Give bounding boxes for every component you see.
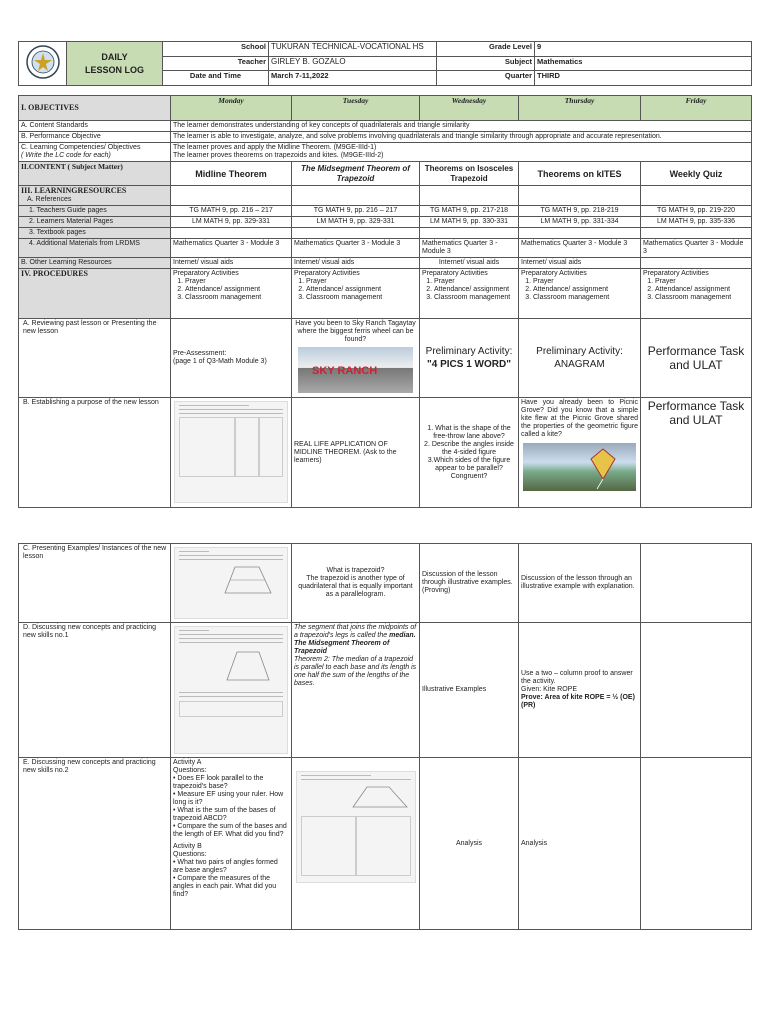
prep-title: Preparatory Activities	[422, 270, 488, 277]
references-label: A. References	[27, 196, 72, 203]
logo-cell	[19, 42, 67, 86]
quarter-label: Quarter	[437, 71, 535, 86]
proof-worksheet-thumbnail	[296, 771, 416, 883]
median-term: median.	[389, 632, 416, 639]
day-tuesday: Tuesday	[292, 96, 420, 121]
resource-cell: LM MATH 9, pp. 335-336	[641, 217, 752, 228]
section-d-wednesday: Illustrative Examples	[420, 623, 519, 758]
activity-a-questions: Questions:	[173, 767, 207, 774]
school-value: TUKURAN TECHNICAL-VOCATIONAL HS	[269, 42, 437, 57]
other-resource-cell: Internet/ visual aids	[420, 258, 519, 269]
content-standards-text: The learner demonstrates understanding of key concepts of quadrilaterals and triangle similarity	[171, 121, 752, 132]
other-resource-cell: Internet/ visual aids	[519, 258, 641, 269]
theorem-2-text: Theorem 2: The median of a trapezoid is parallel to each base and its length is one half the sum of the lengths of the bases.	[294, 656, 417, 687]
lesson-table-page2	[18, 543, 751, 930]
section-e-wednesday: Analysis	[420, 758, 519, 930]
date-value: March 7-11,2022	[269, 71, 437, 86]
section-b-wednesday: 1. What is the shape of the free-throw lane above? 2. Describe the angles inside the 4-sided figure 3.Which sides of the figure appear to be parallel? Congruent?	[420, 398, 519, 508]
section-b-friday: Performance Task and ULAT	[641, 398, 752, 508]
resource-cell: LM MATH 9, pp. 329-331	[171, 217, 292, 228]
resource-cell: TG MATH 9, pp. 218-219	[519, 206, 641, 217]
activity-b-item: • What two pairs of angles formed are base angles?	[173, 859, 278, 874]
resource-cell: Mathematics Quarter 3 - Module 3	[641, 239, 752, 258]
prep-wednesday	[420, 269, 519, 319]
prelim-activity-label: Preliminary Activity:	[536, 346, 623, 357]
topic-monday: Midline Theorem	[171, 162, 292, 186]
activity-thumbnail	[174, 626, 288, 754]
midsegment-theorem-title: The Midsegment Theorem of Trapezoid	[294, 640, 390, 655]
section-a-thursday	[519, 319, 641, 398]
competency-2: The learner proves theorems on trapezoids and kites. (M9GE-IIId-2)	[173, 152, 384, 159]
prep-item: 1. Prayer	[185, 278, 289, 286]
section-d-monday	[171, 623, 292, 758]
competencies-label	[19, 143, 171, 162]
performance-objective-label: B. Performance Objective	[19, 132, 171, 143]
kite-photo	[523, 443, 636, 491]
resource-cell: TG MATH 9, pp. 219-220	[641, 206, 752, 217]
resource-cell: LM MATH 9, pp. 330-331	[420, 217, 519, 228]
topic-friday: Weekly Quiz	[641, 162, 752, 186]
prep-item: 1. Prayer	[434, 278, 516, 286]
resource-cell: TG MATH 9, pp. 216 – 217	[292, 206, 420, 217]
section-d-thursday	[519, 623, 641, 758]
resources-title: III. LEARNINGRESOURCES	[21, 186, 127, 195]
dll-title	[67, 42, 163, 86]
section-c-monday	[171, 544, 292, 623]
midsegment-definition: The segment that joins the midpoints of a trapezoid's legs is called the	[294, 624, 417, 639]
date-label: Date and Time	[163, 71, 269, 86]
section-d-label: D. Discussing new concepts and practicing new skills no.1	[19, 623, 171, 758]
other-resources-label: B. Other Learning Resources	[19, 258, 171, 269]
section-e-label: E. Discussing new concepts and practicing new skills no.2	[19, 758, 171, 930]
resource-cell: Mathematics Quarter 3 - Module 3	[171, 239, 292, 258]
sky-ranch-sign: SKY RANCH	[312, 365, 378, 377]
deped-seal-icon	[25, 44, 61, 80]
kite-prove: Prove: Area of kite ROPE = ½ (OE)(PR)	[521, 694, 635, 709]
trapezoid-figure-icon	[297, 783, 413, 811]
dll-title-line2: LESSON LOG	[84, 64, 144, 75]
prep-item: 2. Attendance/ assignment	[655, 286, 749, 294]
prep-item: 3. Classroom management	[434, 294, 516, 302]
performance-objective-text: The learner is able to investigate, analyze, and solve problems involving quadrilaterals and triangle similarity through appropriate and accurate representation.	[171, 132, 752, 143]
content-label: II.CONTENT ( Subject Matter)	[19, 162, 171, 186]
section-d-tuesday	[292, 623, 420, 758]
section-b-label: B. Establishing a purpose of the new lesson	[19, 398, 171, 508]
teacher-value: GIRLEY B. GOZALO	[269, 57, 437, 71]
trapezoid-figure-icon	[175, 646, 275, 686]
section-c-tuesday: What is trapezoid? The trapezoid is another type of quadrilateral that is equally important as a parallelogram.	[292, 544, 420, 623]
activity-a-item: • Does EF look parallel to the trapezoid's base?	[173, 775, 264, 790]
resource-cell: TG MATH 9, pp. 217-218	[420, 206, 519, 217]
topic-tuesday: The Midsegment Theorem of Trapezoid	[292, 162, 420, 186]
section-e-tuesday	[292, 758, 420, 930]
prelim-activity-label: Preliminary Activity:	[425, 346, 513, 357]
section-a-monday: Pre-Assessment: (page 1 of Q3-Math Module 3)	[171, 319, 292, 398]
competencies-label-main: C. Learning Competencies/ Objectives	[21, 144, 141, 151]
content-standards-label: A. Content Standards	[19, 121, 171, 132]
section-e-thursday: Analysis	[519, 758, 641, 930]
header-block	[18, 41, 751, 86]
topic-thursday: Theorems on kITES	[519, 162, 641, 186]
section-b-thursday-text: Have you already been to Picnic Grove? Did you know that a simple kite flew at the Picnic Grove shared the properties of the geometric figure called a kite?	[521, 399, 638, 438]
subject-label: Subject	[437, 57, 535, 71]
kite-icon	[523, 443, 635, 491]
prep-title: Preparatory Activities	[173, 270, 239, 277]
section-a-friday: Performance Task and ULAT	[641, 319, 752, 398]
activity-b-title: Activity B	[173, 843, 202, 850]
activity-a-item: • What is the sum of the bases of trapezoid ABCD?	[173, 807, 276, 822]
section-c-thursday: Discussion of the lesson through an illustrative example with explanation.	[519, 544, 641, 623]
resource-row-label-3: 3. Textbook pages	[19, 228, 171, 239]
resource-cell: LM MATH 9, pp. 331-334	[519, 217, 641, 228]
prep-item: 3. Classroom management	[655, 294, 749, 302]
resource-cell: Mathematics Quarter 3 - Module 3	[519, 239, 641, 258]
resource-cell: LM MATH 9, pp. 329-331	[292, 217, 420, 228]
competency-1: The learner proves and apply the Midline Theorem. (M9GE-IIId-1)	[173, 144, 377, 151]
resource-row-label-2: 2. Learners Material Pages	[19, 217, 171, 228]
activity-a-item: • Compare the sum of the bases and the length of EF. What did you find?	[173, 823, 287, 838]
sky-ranch-photo	[298, 347, 413, 393]
resources-title-cell	[19, 186, 171, 206]
prep-item: 3. Classroom management	[306, 294, 417, 302]
prep-item: 1. Prayer	[533, 278, 638, 286]
prep-title: Preparatory Activities	[294, 270, 360, 277]
section-a-wednesday	[420, 319, 519, 398]
activity-thumbnail	[174, 547, 288, 619]
other-resource-cell: Internet/ visual aids	[171, 258, 292, 269]
section-b-tuesday: REAL LIFE APPLICATION OF MIDLINE THEOREM. (Ask to the learners)	[292, 398, 420, 508]
section-a-tuesday-text: Have you been to Sky Ranch Tagaytay where the biggest ferris wheel can be found?	[295, 320, 416, 343]
four-pics-title: "4 PICS 1 WORD"	[427, 359, 511, 370]
prep-item: 3. Classroom management	[185, 294, 289, 302]
prep-item: 3. Classroom management	[533, 294, 638, 302]
resource-cell: TG MATH 9, pp. 216 – 217	[171, 206, 292, 217]
resource-cell: Mathematics Quarter 3 - Module 3	[292, 239, 420, 258]
other-resource-cell: Internet/ visual aids	[292, 258, 420, 269]
dll-title-line1: DAILY	[101, 51, 128, 62]
resource-cell: Mathematics Quarter 3 - Module 3	[420, 239, 519, 258]
prep-tuesday	[292, 269, 420, 319]
worksheet-thumbnail	[174, 401, 288, 503]
topic-wednesday: Theorems on Isosceles Trapezoid	[420, 162, 519, 186]
prep-item: 1. Prayer	[306, 278, 417, 286]
lesson-table-page1	[18, 95, 751, 508]
prep-item: 1. Prayer	[655, 278, 749, 286]
teacher-label: Teacher	[163, 57, 269, 71]
day-thursday: Thursday	[519, 96, 641, 121]
prep-friday	[641, 269, 752, 319]
trapezoid-figure-icon	[175, 563, 275, 597]
competencies-label-sub: ( Write the LC code for each)	[21, 152, 111, 159]
prep-title: Preparatory Activities	[521, 270, 587, 277]
resource-row-label-4: 4. Additional Materials from LRDMS	[19, 239, 171, 258]
two-column-proof-text: Use a two – column proof to answer the activity.	[521, 670, 633, 685]
quarter-value: THIRD	[535, 71, 752, 86]
day-wednesday: Wednesday	[420, 96, 519, 121]
kite-given: Given: Kite ROPE	[521, 686, 578, 693]
anagram-title: ANAGRAM	[554, 359, 605, 370]
day-friday: Friday	[641, 96, 752, 121]
activity-a-title: Activity A	[173, 759, 202, 766]
grade-value: 9	[535, 42, 752, 57]
section-e-monday	[171, 758, 292, 930]
activity-b-item: • Compare the measures of the angles in each pair. What did you find?	[173, 875, 277, 898]
activity-b-questions: Questions:	[173, 851, 207, 858]
section-a-label: A. Reviewing past lesson or Presenting the new lesson	[19, 319, 171, 398]
prep-monday	[171, 269, 292, 319]
prep-thursday	[519, 269, 641, 319]
prep-title: Preparatory Activities	[643, 270, 709, 277]
section-b-thursday	[519, 398, 641, 508]
prep-item: 2. Attendance/ assignment	[185, 286, 289, 294]
prep-item: 2. Attendance/ assignment	[306, 286, 417, 294]
school-label: School	[163, 42, 269, 57]
section-b-monday	[171, 398, 292, 508]
prep-item: 2. Attendance/ assignment	[434, 286, 516, 294]
objectives-title: I. OBJECTIVES	[19, 96, 171, 121]
procedures-title: IV. PROCEDURES	[19, 269, 171, 319]
activity-a-item: • Measure EF using your ruler. How long is it?	[173, 791, 284, 806]
prep-item: 2. Attendance/ assignment	[533, 286, 638, 294]
subject-value: Mathematics	[535, 57, 752, 71]
competencies-text	[171, 143, 752, 162]
section-c-label: C. Presenting Examples/ Instances of the new lesson	[19, 544, 171, 623]
section-a-tuesday	[292, 319, 420, 398]
resource-row-label-1: 1. Teachers Guide pages	[19, 206, 171, 217]
section-c-wednesday: Discussion of the lesson through illustrative examples. (Proving)	[420, 544, 519, 623]
grade-label: Grade Level	[437, 42, 535, 57]
day-monday: Monday	[171, 96, 292, 121]
